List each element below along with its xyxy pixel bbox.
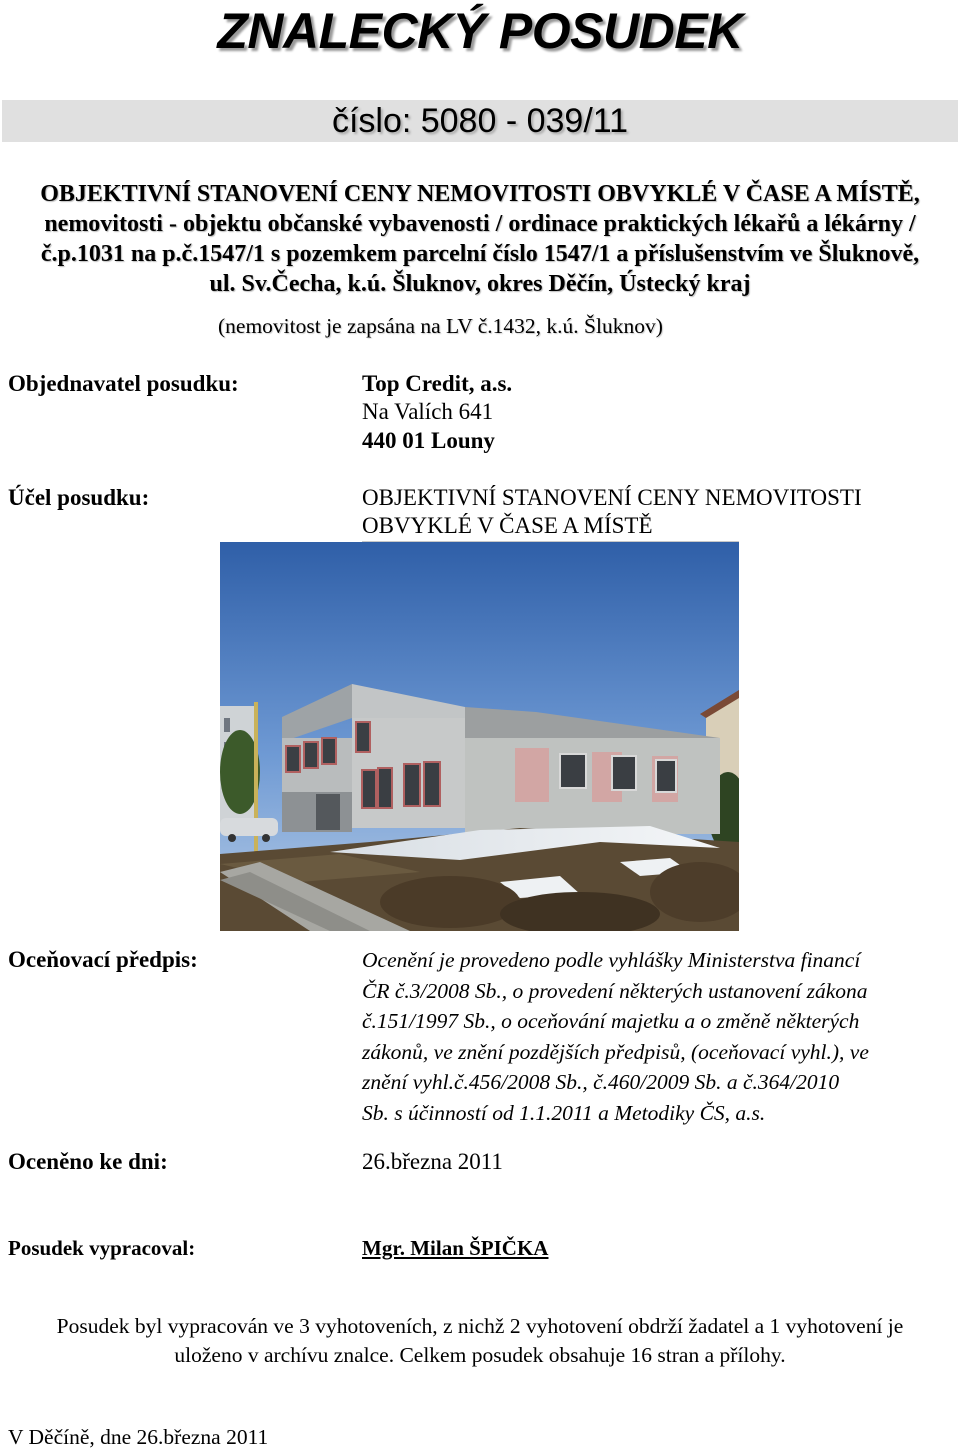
valuation-rule-line-2: ČR č.3/2008 Sb., o provedení některých ustanovení zákona <box>362 978 868 1003</box>
registry-note: (nemovitost je zapsána na LV č.1432, k.ú. Šluknov) <box>218 314 663 338</box>
valuation-rule-line-6: Sb. s účinností od 1.1.2011 a Metodiky ČS, a.s. <box>362 1100 766 1125</box>
report-number: číslo: 5080 - 039/11 <box>331 102 629 140</box>
client-street: Na Valích 641 <box>362 399 494 424</box>
building-photo <box>220 542 739 931</box>
valuation-rule-text <box>362 945 954 1128</box>
subject-line-4: ul. Sv.Čecha, k.ú. Šluknov, okres Děčín, Ústecký kraj <box>209 271 751 297</box>
purpose-line-1: OBJEKTIVNÍ STANOVENÍ CENY NEMOVITOSTI <box>362 485 862 510</box>
purpose-line-2: OBVYKLÉ V ČASE A MÍSTĚ <box>362 513 653 538</box>
valuation-date-value: 26.března 2011 <box>362 1149 503 1174</box>
subject-line-3: č.p.1031 na p.č.1547/1 s pozemkem parcelní číslo 1547/1 a příslušenstvím ve Šluknově, <box>40 241 920 267</box>
client-label: Objednavatel posudku: <box>8 371 239 396</box>
document-title: ZNALECKÝ POSUDEK <box>217 3 743 59</box>
subject-line-1: OBJEKTIVNÍ STANOVENÍ CENY NEMOVITOSTI OBVYKLÉ V ČASE A MÍSTĚ, <box>40 181 920 207</box>
place-and-date: V Děčíně, dne 26.března 2011 <box>8 1425 269 1449</box>
valuation-rule-line-5: znění vyhl.č.456/2008 Sb., č.460/2009 Sb. a č.364/2010 <box>362 1070 840 1094</box>
valuation-rule-line-1: Ocenění je provedeno podle vyhlášky Ministerstva financí <box>362 948 861 972</box>
valuation-rule-line-3: č.151/1997 Sb., o oceňování majetku a o změně některých <box>362 1009 860 1033</box>
valuation-rule-label: Oceňovací předpis: <box>8 947 198 972</box>
client-name: Top Credit, a.s. <box>362 371 513 396</box>
subject-line-2: nemovitosti - objektu občanské vybavenosti / ordinace praktických lékařů a lékárny / <box>44 211 916 237</box>
copies-note-line-1: Posudek byl vypracován ve 3 vyhotoveních, z nichž 2 vyhotovení obdrží žadatel a 1 vyhotovení je <box>56 1314 904 1338</box>
copies-note-line-2: uloženo v archívu znalce. Celkem posudek obsahuje 16 stran a přílohy. <box>174 1343 786 1367</box>
copies-note <box>0 1312 960 1370</box>
author-name: Mgr. Milan ŠPIČKA <box>362 1236 549 1260</box>
valuation-rule-line-4: zákonů, ve znění pozdějších předpisů, (oceňovací vyhl.), ve <box>362 1039 869 1064</box>
client-city: 440 01 Louny <box>362 428 495 453</box>
valuation-date-label: Oceněno ke dni: <box>8 1149 168 1174</box>
purpose-label: Účel posudku: <box>8 485 150 510</box>
author-label: Posudek vypracoval: <box>8 1236 196 1260</box>
